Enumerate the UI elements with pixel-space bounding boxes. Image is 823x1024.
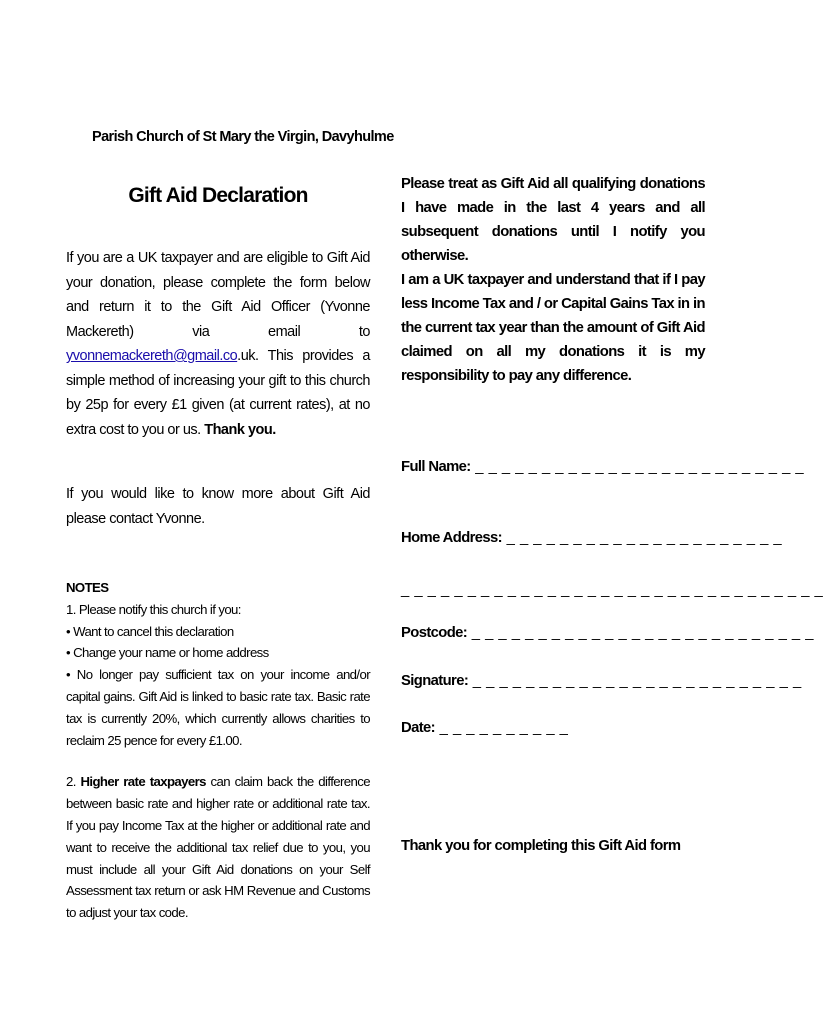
notes-item-2 [66,771,370,924]
notes-item-2-bold: Higher rate taxpayers [80,774,206,790]
right-column [401,172,705,388]
signature-line[interactable]: _ _ _ _ _ _ _ _ _ _ _ _ _ _ _ _ _ _ _ _ _ _ _ _ _ [468,673,802,689]
postcode-field[interactable] [401,625,814,641]
notes-bullet-cancel: • Want to cancel this declaration [66,623,234,639]
date-label: Date: [401,720,435,736]
home-address-line[interactable]: _ _ _ _ _ _ _ _ _ _ _ _ _ _ _ _ _ _ _ _ _ [502,530,783,546]
notes-heading: NOTES [66,580,109,595]
email-link[interactable]: yvonnemackereth@gmail.co [66,348,238,364]
thank-you-text: Thank you. [204,421,276,438]
intro-text-end: .uk. This provides a simple method of increasing your gift to this church by 25p for every £1 given (at current rates), at no extra cost to you or us. [66,348,370,438]
signature-field[interactable] [401,673,802,689]
notes-spacer [66,751,370,771]
left-column [66,180,370,924]
notes-item-1: 1. Please notify this church if you: [66,601,241,617]
full-name-field[interactable] [401,459,804,475]
contact-paragraph: If you would like to know more about Gift Aid please contact Yvonne. [66,486,370,527]
taxpayer-statement: I am a UK taxpayer and understand that if I pay less Income Tax and / or Capital Gains Tax in in the current tax year than the amount of Gift Aid claimed on all my donations it is my responsibility to pay any difference. [401,272,705,384]
postcode-label: Postcode: [401,625,468,641]
full-name-label: Full Name: [401,459,471,475]
home-address-line-2-blank[interactable]: _ _ _ _ _ _ _ _ _ _ _ _ _ _ _ _ _ _ _ _ _ _ _ _ _ _ _ _ _ _ _ _ [401,582,823,598]
church-header: Parish Church of St Mary the Virgin, Davyhulme [92,129,394,145]
closing-thanks: Thank you for completing this Gift Aid form [401,838,681,854]
full-name-line[interactable]: _ _ _ _ _ _ _ _ _ _ _ _ _ _ _ _ _ _ _ _ _ _ _ _ _ [470,459,805,475]
postcode-line[interactable]: _ _ _ _ _ _ _ _ _ _ _ _ _ _ _ _ _ _ _ _ _ _ _ _ _ _ [467,625,814,641]
notes-section [66,577,370,924]
home-address-field[interactable] [401,530,782,546]
home-address-label: Home Address: [401,530,503,546]
notes-item-2-text: can claim back the difference between basic rate and higher rate or additional rate tax. If you pay Income Tax at the higher or additional rate and want to receive the additional tax relief due to you, you must include all your Gift Aid donations on your Self Assessment tax return or ask HM Revenue and Customs to adjust your tax code. [66,774,370,921]
intro-text-start: If you are a UK taxpayer and are eligible to Gift Aid your donation, please complete the form below and return it to the Gift Aid Officer (Yvonne Mackereth) via email to [66,250,370,340]
date-line[interactable]: _ _ _ _ _ _ _ _ _ _ [435,720,569,736]
intro-paragraph [66,246,370,442]
notes-bullet-change: • Change your name or home address [66,645,269,661]
declaration-statement: Please treat as Gift Aid all qualifying donations I have made in the last 4 years and all subsequent donations until I notify you otherwise. [401,176,705,264]
signature-label: Signature: [401,673,469,689]
notes-bullet-tax: • No longer pay sufficient tax on your income and/or capital gains. Gift Aid is linked to basic rate tax. Basic rate tax is currently 20%, which currently allows charities to reclaim 25 pence for every £1.00. [66,667,370,748]
page-title: Gift Aid Declaration [128,184,308,207]
date-field[interactable] [401,720,568,736]
home-address-line-2[interactable] [401,582,823,598]
notes-item-2-number: 2. [66,774,81,790]
